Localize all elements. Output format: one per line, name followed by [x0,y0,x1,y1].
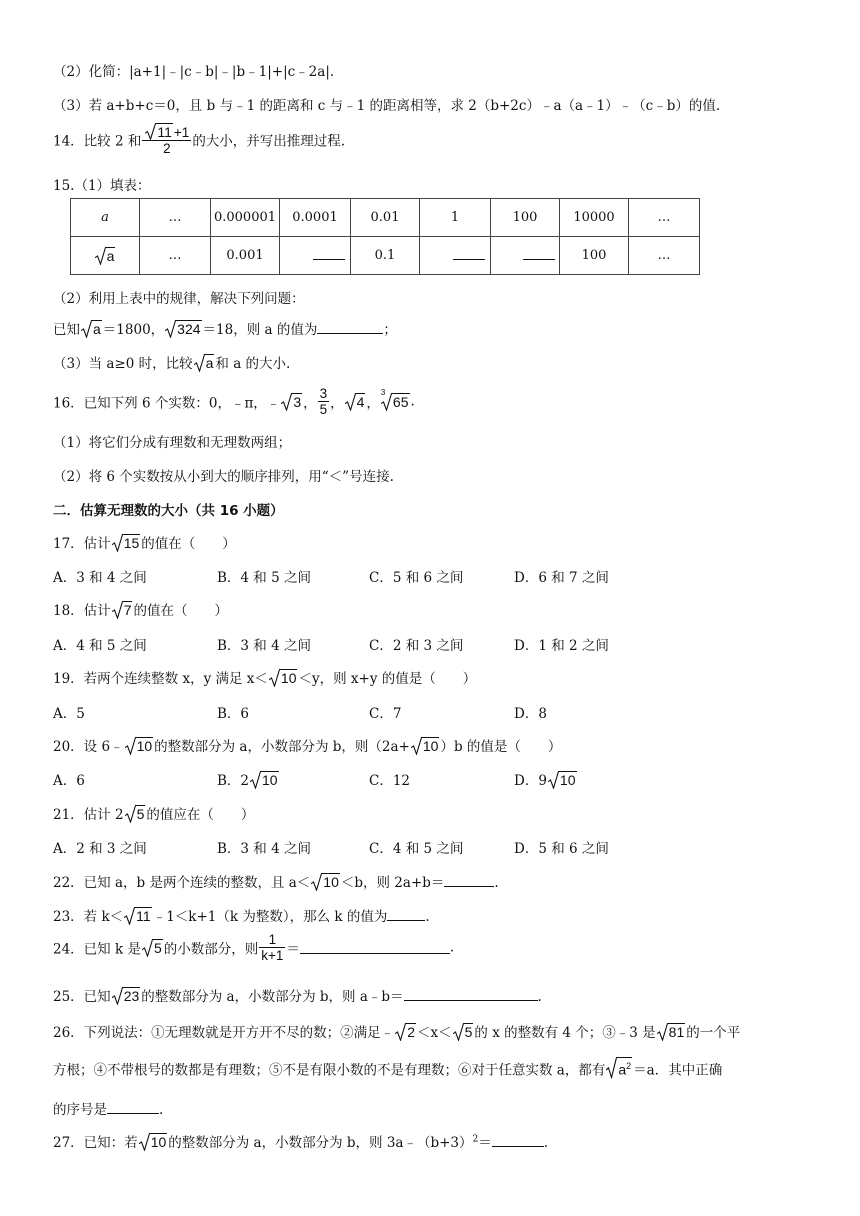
option-a[interactable]: A．6 [53,773,85,789]
option-c[interactable]: C．4 和 5 之间 [369,841,464,857]
question-16: 16．已知下列 6 个实数：0，﹣π，﹣ 3 ， $\frac{3}{5}$ ， 4 ， 3 65 . [53,386,415,417]
option-b[interactable]: B．3 和 4 之间 [217,841,311,857]
option-a[interactable]: A．2 和 3 之间 [53,841,147,857]
blank[interactable] [453,247,485,260]
blank[interactable] [313,247,345,260]
question-26: 26．下列说法：①无理数就是开方开不尽的数；②满足﹣ 2 ＜x＜ 5 的 x 的整数有 4 个；③﹣3 是 81 的一个平 [53,1024,741,1041]
sub-question-2: （2）化简：|a+1|﹣|c﹣b|﹣|b﹣1|+|c﹣2a|. [53,64,335,80]
answer-blank[interactable] [492,1134,544,1147]
question-22: 22．已知 a，b 是两个连续的整数，且 a＜ 10 ＜b，则 2a+b＝ . [53,874,499,891]
option-c[interactable]: C．2 和 3 之间 [369,638,464,654]
fraction: $\frac{11 +1}{2}$ [142,123,191,156]
question-25: 25．已知 23 的整数部分为 a，小数部分为 b，则 a﹣b＝ . [53,988,542,1005]
blank[interactable] [523,247,555,260]
option-d[interactable]: D．5 和 6 之间 [514,841,609,857]
question-21: 21．估计 2 5 的值应在（ ） [53,806,255,823]
question-15-part-2: （2）利用上表中的规律，解决下列问题： [53,291,305,307]
section-heading: 二．估算无理数的大小（共 16 小题） [53,503,284,519]
option-a[interactable]: A．5 [53,706,85,722]
answer-blank[interactable] [107,1101,159,1114]
question-26-line-3: 的序号是 . [53,1102,164,1118]
option-c[interactable]: C．5 和 6 之间 [369,570,464,586]
question-18: 18．估计 7 的值在（ ） [53,602,228,619]
sqrt: 11 [145,123,173,140]
option-b[interactable]: B．2 10 [217,772,278,789]
question-24: 24．已知 k 是 5 的小数部分，则 $\frac{1}{k+1}$ ＝ . [53,932,455,963]
option-b[interactable]: B．6 [217,706,250,722]
sub-question-3: （3）若 a+b+c＝0，且 b 与﹣1 的距离和 c 与﹣1 的距离相等，求 2（b+2c）﹣a（a﹣1）﹣（c﹣b）的值. [53,98,721,114]
question-23: 23．若 k＜ 11 ﹣1＜k+1（k 为整数），那么 k 的值为 . [53,908,430,925]
option-d[interactable]: D．8 [514,706,547,722]
option-b[interactable]: B．3 和 4 之间 [217,638,311,654]
question-16-part-2: （2）将 6 个实数按从小到大的顺序排列，用“＜”号连接. [53,469,394,485]
question-20: 20．设 6﹣ 10 的整数部分为 a，小数部分为 b，则（2a+ 10 ）b 的值是（ ） [53,738,562,755]
option-d[interactable]: D．6 和 7 之间 [514,570,609,586]
question-27: 27．已知：若 10 的整数部分为 a，小数部分为 b，则 $3a﹣(b+3)^2=$ . [53,1134,549,1151]
question-15: 15.（1）填表： [53,178,151,194]
question-14: 14．比较 2 和 $\frac{11 +1}{2}$ 的大小，并写出推理过程. [53,124,346,156]
question-15-part-3: （3）当 a≥0 时，比较 a 和 a 的大小. [53,355,291,372]
option-d[interactable]: D．1 和 2 之间 [514,638,609,654]
answer-blank[interactable] [300,941,450,954]
option-a[interactable]: A．3 和 4 之间 [53,570,147,586]
option-b[interactable]: B．4 和 5 之间 [217,570,311,586]
option-a[interactable]: A．4 和 5 之间 [53,638,147,654]
table-row: a … 0.000001 0.0001 0.01 1 100 10000 … [71,199,700,237]
answer-blank[interactable] [444,874,494,887]
question-16-part-1: （1）将它们分成有理数和无理数两组； [53,435,292,451]
option-d[interactable]: D．9 10 [514,772,576,789]
answer-blank[interactable] [404,988,538,1001]
answer-blank[interactable] [317,321,383,334]
value-table [70,198,700,275]
option-c[interactable]: C．7 [369,706,402,722]
question-19: 19．若两个连续整数 x，y 满足 x＜ 10 ＜y，则 x+y 的值是（ ） [53,670,477,687]
question-17: 17．估计 15 的值在（ ） [53,535,236,552]
option-c[interactable]: C．12 [369,773,411,789]
table-row: a … 0.001 0.1 100 … [71,237,700,275]
question-15-known: 已知 a ＝1800， 324 ＝18，则 a 的值为 ； [53,321,397,338]
question-26-line-2: 方根；④不带根号的数都是有理数；⑤不是有限小数的不是有理数；⑥对于任意实数 a，都有 $a^2 =a$．其中正确 [53,1057,722,1079]
answer-blank[interactable] [387,908,425,921]
